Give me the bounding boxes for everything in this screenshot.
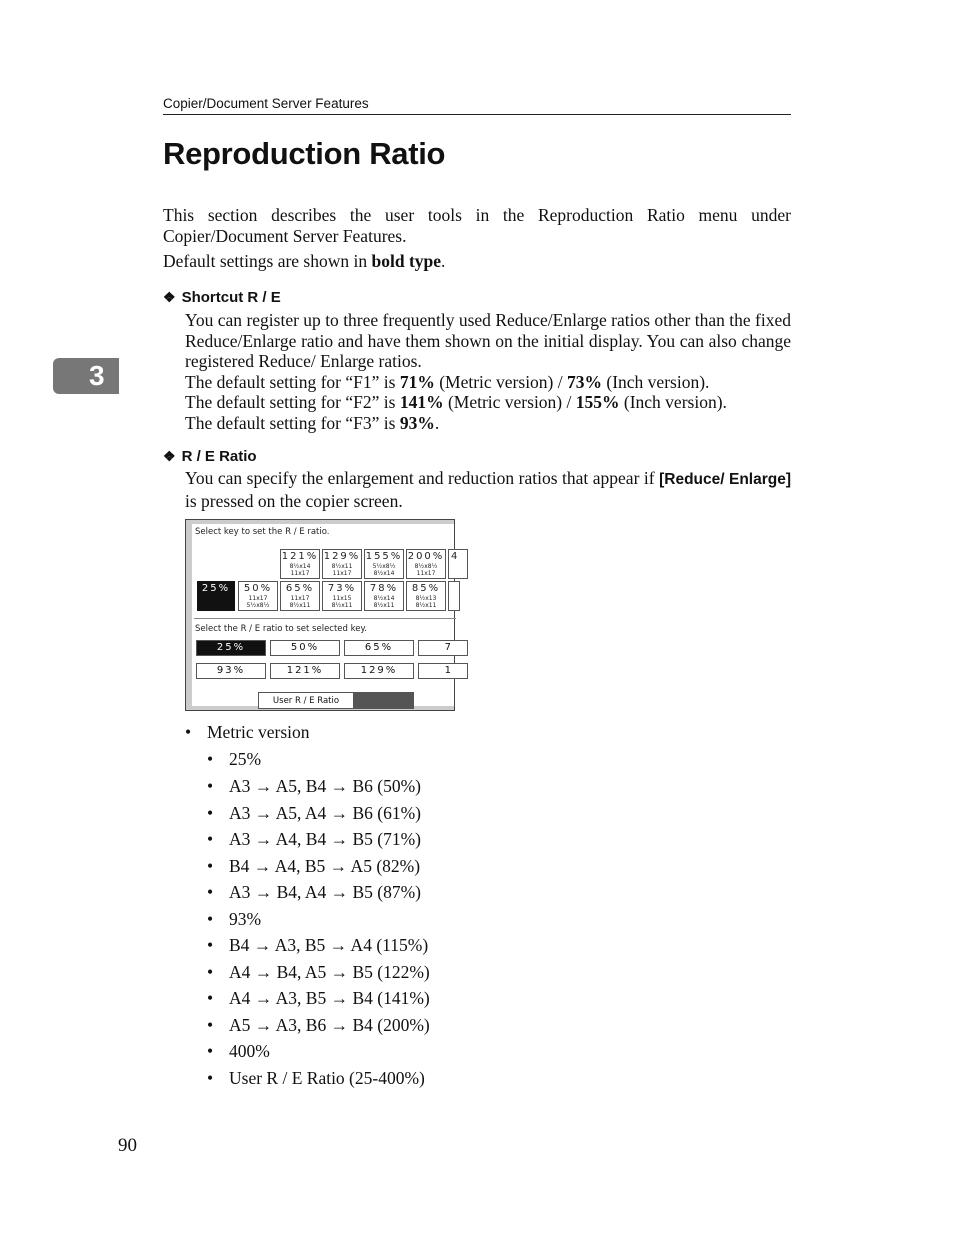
list-item: • B4 → A4, B5 → A5 (82%) <box>207 856 421 876</box>
copier-screen-screenshot <box>185 519 460 711</box>
default-note-prefix: Default settings are shown in <box>163 251 372 271</box>
body-text: is pressed on the copier screen. <box>185 490 403 511</box>
ratio-key[interactable]: 7 <box>418 640 468 656</box>
default-note-suffix: . <box>441 251 446 271</box>
shortcut-key[interactable]: 85% 8½x13 8½x11 <box>406 581 446 611</box>
screen-mid-label: Select the R / E ratio to set selected key. <box>195 624 368 634</box>
shortcut-key[interactable]: 50% 11x17 5½x8½ <box>238 581 278 611</box>
default-note-bold: bold type <box>371 251 442 271</box>
ratio-key[interactable]: 129% <box>344 663 414 679</box>
diamond-bullet-icon: ❖ <box>163 289 176 305</box>
screen-top-label: Select key to set the R / E ratio. <box>195 527 330 537</box>
list-item: • A3 → A4, B4 → B5 (71%) <box>207 829 422 849</box>
shortcut-key-selected[interactable]: 25% <box>197 581 235 611</box>
list-item: • User R / E Ratio (25-400%) <box>207 1068 425 1088</box>
default-line-f2: The default setting for “F2” is 141% (Metric version) / 155% (Inch version). <box>185 392 727 412</box>
section-body-shortcut <box>185 310 791 433</box>
section-heading-shortcut <box>163 289 281 306</box>
list-item: • A4 → A3, B5 → B4 (141%) <box>207 988 430 1008</box>
section-heading-re-ratio <box>163 448 257 465</box>
intro-paragraph: This section describes the user tools in the Reproduction Ratio menu under Copier/Document Server Features. <box>163 205 791 246</box>
ratio-key[interactable]: 1 <box>418 663 468 679</box>
ratio-key-selected[interactable]: 25% <box>196 640 266 656</box>
section-heading-text: Shortcut R / E <box>181 289 281 306</box>
list-item: • B4 → A3, B5 → A4 (115%) <box>207 935 429 955</box>
ratio-key[interactable]: 65% <box>344 640 414 656</box>
list-item: • A3 → A5, A4 → B6 (61%) <box>207 803 422 823</box>
page-title: Reproduction Ratio <box>163 136 446 171</box>
chapter-number: 3 <box>89 360 105 391</box>
default-line-f1: The default setting for “F1” is 71% (Metric version) / 73% (Inch version). <box>185 371 710 392</box>
section-body-text: You can register up to three frequently used Reduce/Enlarge ratios other than the fixed Reduce/Enlarge ratio and have them shown on the initial display. You can also change registered Reduce/ Enlarge ratios. <box>185 310 791 371</box>
default-line-f3: The default setting for “F3” is 93%. <box>185 412 440 433</box>
list-item: • A5 → A3, B6 → B4 (200%) <box>207 1015 430 1035</box>
ratio-key[interactable]: 93% <box>196 663 266 679</box>
list-item: • A3 → B4, A4 → B5 (87%) <box>207 882 422 902</box>
ratio-key[interactable]: 50% <box>270 640 340 656</box>
shortcut-key[interactable]: 78% 8½x14 8½x11 <box>364 581 404 611</box>
shortcut-key[interactable]: 65% 11x17 8½x11 <box>280 581 320 611</box>
list-item: • A4 → B4, A5 → B5 (122%) <box>207 962 430 982</box>
shortcut-key[interactable]: 155% 5½x8½ 8½x14 <box>365 551 403 577</box>
section-body-re-ratio <box>185 468 791 511</box>
reduce-enlarge-key-ref: [Reduce/ Enlarge] <box>659 471 792 488</box>
body-text: You can specify the enlargement and reduction ratios that appear if <box>185 468 660 488</box>
shortcut-key-partial[interactable] <box>448 581 460 611</box>
shortcut-key[interactable]: 4 <box>448 549 468 579</box>
shortcut-key[interactable]: 73% 11x15 8½x11 <box>322 581 362 611</box>
list-item: • 25% <box>207 749 262 769</box>
chapter-tab-number <box>53 358 119 394</box>
shortcut-key[interactable]: 129% 8½x11 11x17 <box>323 551 361 577</box>
section-heading-text: R / E Ratio <box>181 448 257 465</box>
default-note <box>163 251 791 272</box>
header-rule <box>163 114 791 115</box>
ratio-key[interactable]: 121% <box>270 663 340 679</box>
page-number: 90 <box>118 1135 137 1156</box>
running-header: Copier/Document Server Features <box>163 96 369 111</box>
list-item: • A3 → A5, B4 → B6 (50%) <box>207 776 422 796</box>
user-re-ratio-tab[interactable]: User R / E Ratio <box>258 692 354 709</box>
screen-panel <box>192 524 460 706</box>
list-item: • 400% <box>207 1041 270 1061</box>
list-item: • 93% <box>207 909 262 929</box>
screen-divider <box>194 618 456 619</box>
diamond-bullet-icon: ❖ <box>163 448 176 464</box>
list-item: • Metric version <box>185 722 310 742</box>
shortcut-key[interactable]: 200% 8½x8½ 11x17 <box>407 551 445 577</box>
shortcut-key[interactable]: 121% 8½x14 11x17 <box>281 551 319 577</box>
second-tab[interactable] <box>354 692 414 709</box>
